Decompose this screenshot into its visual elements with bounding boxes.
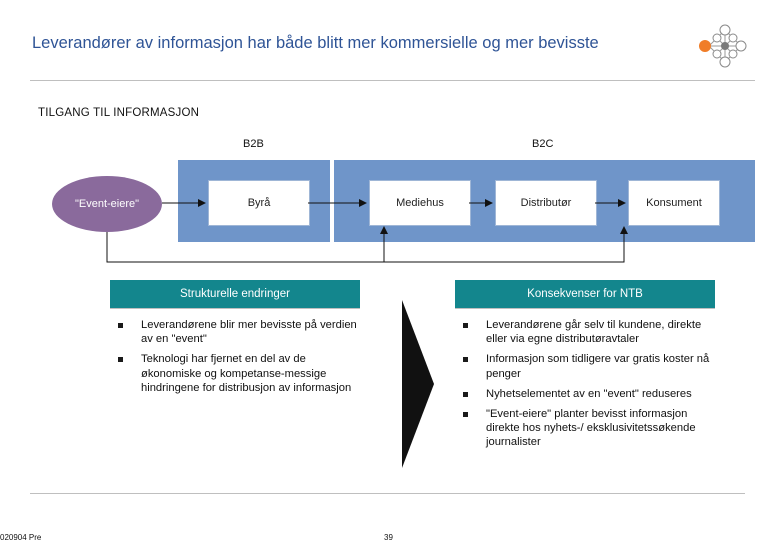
- node-distributor: Distributør: [495, 180, 597, 226]
- right-panel-list: [455, 318, 715, 456]
- page-number: 39: [384, 533, 393, 542]
- flow-arrows: [0, 0, 780, 270]
- list-item: Leverandørene blir mer bevisste på verdien av en "event": [110, 318, 360, 346]
- list-item: Nyhetselementet av en "event" reduseres: [455, 387, 715, 401]
- list-item: "Event-eiere" planter bevisst informasjon direkte hos nyhets-/ eksklusivitetssøkende journalister: [455, 407, 715, 450]
- page-title: Leverandører av informasjon har både blitt mer kommersielle og mer bevisste: [32, 34, 599, 52]
- node-mediehus: Mediehus: [369, 180, 471, 226]
- right-panel-header: Konsekvenser for NTB: [455, 280, 715, 308]
- node-byra: Byrå: [208, 180, 310, 226]
- node-konsument: Konsument: [628, 180, 720, 226]
- arrow-event-to-konsument: [384, 227, 624, 262]
- left-panel-header: Strukturelle endringer: [110, 280, 360, 308]
- right-panel-divider: [455, 308, 715, 309]
- event-owner-oval: "Event-eiere": [52, 176, 162, 232]
- b2c-label: B2C: [532, 138, 554, 150]
- b2b-label: B2B: [243, 138, 264, 150]
- list-item: Leverandørene går selv til kundene, direkte eller via egne distributøravtaler: [455, 318, 715, 346]
- list-item: Teknologi har fjernet en del av de økonomiske og kompetanse-messige hindringene for distribusjon av informasjon: [110, 352, 360, 395]
- left-panel-divider: [110, 308, 360, 309]
- arrow-event-to-mediehus: [107, 227, 384, 262]
- footer-divider: [30, 493, 745, 494]
- list-item: Informasjon som tidligere var gratis koster nå penger: [455, 352, 715, 380]
- footer-code: 020904 Pre: [0, 533, 42, 542]
- left-panel-list: [110, 318, 360, 401]
- chevron-right-icon: [398, 300, 438, 468]
- section-label: TILGANG TIL INFORMASJON: [38, 107, 200, 119]
